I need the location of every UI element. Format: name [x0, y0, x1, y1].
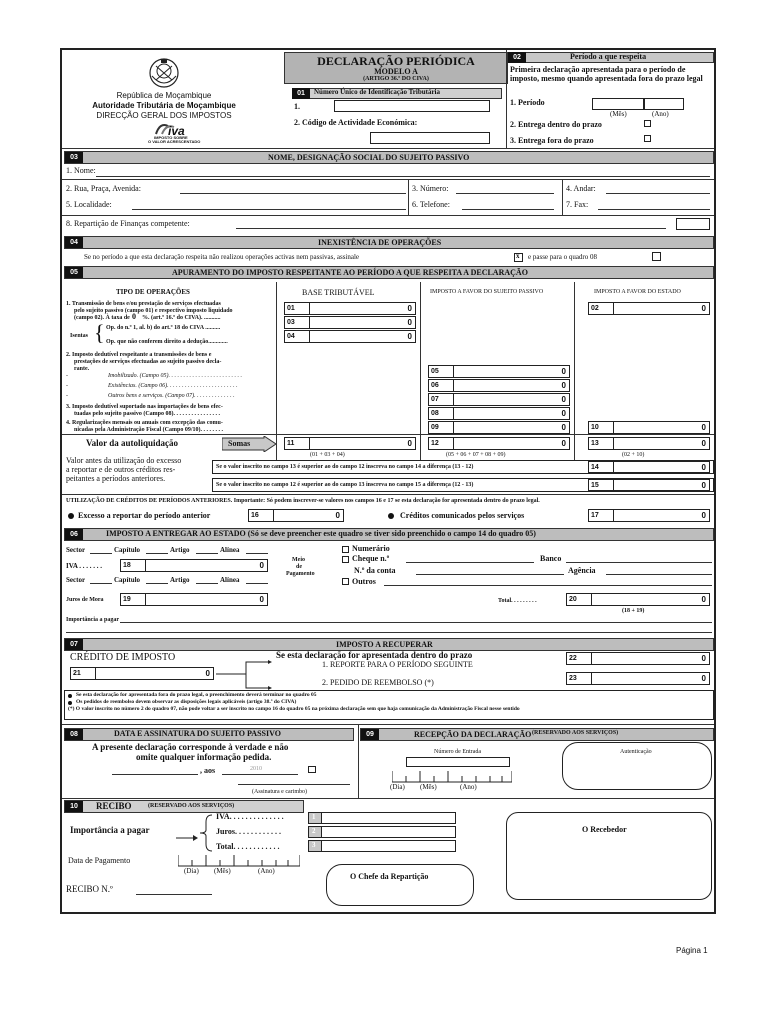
note-1: Se esta declaração for apresentada fora do prazo legal, o preenchimento deverá terminar no quadro 05 — [76, 692, 317, 698]
note-2: Os pedidos de reembolso devem observar as disposições legais aplicáveis (artigo 38.º do CIVA) — [76, 699, 297, 705]
autoliq-label: Valor da autoliquidação — [86, 438, 179, 448]
field-22[interactable]: 22 0 — [566, 652, 710, 665]
cheque-label: Cheque n.º — [352, 554, 390, 563]
on-time-checkbox[interactable] — [644, 120, 651, 127]
activity-code-input[interactable] — [370, 132, 490, 144]
late-checkbox[interactable] — [644, 135, 651, 142]
s10-number: 10 — [65, 801, 83, 812]
note-bullet-2 — [68, 701, 72, 705]
field-03[interactable]: 03 0 — [284, 316, 416, 329]
s02-ano: (Ano) — [652, 110, 669, 118]
s03-rua-label: 2. Rua, Praça, Avenida: — [66, 184, 141, 193]
op1-line-d: %. (art.º 16.º do CIVA). ........... — [142, 315, 221, 321]
field-07[interactable]: 07 0 — [428, 393, 570, 406]
s03-reparticao-label: 8. Repartição de Finanças competente: — [66, 219, 190, 228]
s09-dia: (Dia) — [390, 783, 405, 791]
op1-line-b: pelo sujeito passivo (campo 01) e respectivo imposto liquidado — [74, 308, 233, 314]
op4-line-a: 4. Regularizações mensais ou anuais com excepção das comu- — [66, 420, 223, 426]
rule-14-text: Se o valor inscrito no campo 13 é superior ao do campo 12 inscreva no campo 14 a diferença (13 - 12) — [216, 464, 474, 470]
sum-18-19: (18 + 19) — [622, 608, 645, 614]
field-16[interactable]: 16 0 — [248, 509, 344, 522]
iva-logo-sub1: IMPOSTO SOBRE — [154, 135, 188, 140]
date-comb-09[interactable] — [392, 770, 512, 782]
bullet-17 — [388, 513, 394, 519]
s04-number: 04 — [65, 237, 83, 248]
s10-title: RECIBO — [96, 801, 132, 811]
receipt-iva-num: 1 — [312, 813, 316, 821]
s09-number: 09 — [361, 729, 379, 740]
exist-label: Existências. (Campo 06). . . . . . . . . . . . . . . . . . . . . . . . — [108, 383, 238, 389]
other-payment-field[interactable] — [384, 585, 712, 586]
field-19[interactable]: 19 0 — [120, 593, 268, 606]
cheque-checkbox[interactable] — [342, 556, 349, 563]
s03-telefone-label: 6. Telefone: — [412, 200, 450, 209]
recibo-juros-label: Juros. . . . . . . . . . . . — [216, 827, 281, 836]
s09-ano: (Ano) — [460, 783, 477, 791]
name-field[interactable] — [96, 176, 710, 177]
rule-15-text: Se o valor inscrito no campo 12 é superior ao do campo 13 inscreva no campo 15 a diferença (12 - 13) — [216, 482, 474, 488]
s02-fora: 3. Entrega fora do prazo — [510, 136, 594, 145]
s02-intro: Primeira declaração apresentada para o período de imposto, mesmo quando apresentada fora do prazo legal — [510, 65, 703, 83]
iva-logo-text: iva — [168, 124, 185, 136]
field-10[interactable]: 10 0 — [588, 421, 710, 434]
numerario-label: Numerário — [352, 544, 390, 553]
form-model: MODELO A — [374, 67, 418, 76]
col-base-header: BASE TRIBUTÁVEL — [302, 288, 375, 297]
receipt-number-field[interactable] — [136, 894, 212, 895]
receipt-juros-num: 2 — [312, 827, 316, 835]
s07-number: 07 — [65, 639, 83, 650]
s03-localidade-label: 5. Localidade: — [66, 200, 112, 209]
s06-artigo-2: Artigo — [170, 576, 190, 584]
s08-title: DATA E ASSINATURA DO SUJEITO PASSIVO — [114, 729, 281, 738]
field-01[interactable]: 01 0 — [284, 302, 416, 315]
s06-sector-1: Sector — [66, 546, 86, 554]
s06-number: 06 — [65, 529, 83, 540]
s10-dia: (Dia) — [184, 867, 199, 875]
s06-title: IMPOSTO A ENTREGAR AO ESTADO (Só se deve preencher este quadro se tiver sido preenchido o campo 14 do quadro 05) — [106, 529, 536, 538]
s10-reserved: (RESERVADO AOS SERVIÇOS) — [148, 803, 235, 809]
reembolso-label: 2. PEDIDO DE REEMBOLSO (*) — [322, 678, 434, 687]
recibo-numero-label: RECIBO N.º — [66, 884, 113, 894]
op1-rate: 0 — [132, 312, 136, 321]
receipt-juros-input[interactable] — [308, 826, 456, 838]
op2-line-a: 2. Imposto dedutível respeitante a transmissões de bens e — [66, 352, 212, 358]
recebedor-label: O Recebedor — [582, 825, 627, 834]
note-bullet-1 — [68, 694, 72, 698]
op-b-label: Op. que não conferem direito a dedução............. — [106, 339, 228, 345]
prazo-label: Se esta declaração for apresentada dentro do prazo — [276, 650, 473, 660]
period-year-input[interactable] — [644, 98, 684, 110]
reporte-label: 1. REPORTE PARA O PERÍODO SEGUINTE — [322, 660, 473, 669]
tax-office-field[interactable] — [236, 228, 666, 229]
somas-label: Somas — [228, 439, 251, 448]
s03-nome-label: 1. Nome: — [66, 166, 96, 175]
year-value: 2010 — [250, 766, 262, 772]
s04-text2: e passe para o quadro 08 — [528, 253, 598, 261]
agencia-label: Agência — [568, 566, 596, 575]
fax-field[interactable] — [598, 209, 710, 210]
receipt-iva-input[interactable] — [308, 812, 456, 824]
op3-line-b: tuadas pelo sujeito passivo (Campo 08). . . . . . . . . . . . . . . . — [74, 411, 221, 417]
country-name: República de Moçambique — [116, 91, 212, 100]
field-06[interactable]: 06 0 — [428, 379, 570, 392]
s06-artigo-1: Artigo — [170, 546, 190, 554]
field-05[interactable]: 05 0 — [428, 365, 570, 378]
signature-field[interactable] — [238, 784, 350, 785]
date-field[interactable] — [222, 774, 298, 775]
tax-office-code-input[interactable] — [676, 218, 710, 230]
field-18[interactable]: 18 0 — [120, 559, 268, 572]
isentas-label: Isentas — [70, 333, 89, 339]
receipt-total-input[interactable] — [308, 840, 456, 852]
chefe-label: O Chefe da Repartição — [350, 872, 429, 881]
s10-mes: (Mês) — [214, 867, 231, 875]
s06-alinea-1: Alínea — [220, 546, 240, 554]
s02-dentro: 2. Entrega dentro do prazo — [510, 120, 602, 129]
excesso-reportar-label: Excesso a reportar do período anterior — [78, 511, 211, 520]
entrada-label: Número de Entrada — [434, 749, 481, 755]
s04-text: Se no período a que esta declaração respeita não realizou operações activas nem passivas, assinale — [84, 253, 360, 261]
s01-item2: 2. Código de Actividade Económica: — [294, 118, 418, 127]
meio-line-3: Pagamento — [286, 571, 315, 577]
outros-label: Outros bens e serviços. (Campo 07). . . . . . . . . . . . . . — [108, 393, 235, 399]
s06-sector-2: Sector — [66, 576, 86, 584]
s06-iva-label: IVA . . . . . . . — [66, 562, 103, 570]
s06-capitulo-1: Capítulo — [114, 546, 141, 554]
s09-mes: (Mês) — [420, 783, 437, 791]
s02-number: 02 — [508, 52, 526, 63]
s02-periodo: 1. Período — [510, 98, 545, 107]
s03-number: 03 — [65, 152, 83, 163]
s08-text-1: A presente declaração corresponde à verdade e não — [92, 742, 289, 752]
aos-label: , aos — [200, 766, 216, 775]
s01-item1: 1. — [294, 102, 300, 111]
conta-label: N.º da conta — [354, 566, 396, 575]
entry-number-input[interactable] — [406, 757, 510, 767]
excesso-line-3: peitantes a períodos anteriores. — [66, 474, 166, 483]
cash-checkbox[interactable] — [342, 546, 349, 553]
op2-line-c: rante. — [74, 366, 90, 372]
branch-arrows — [216, 660, 272, 692]
op3-line-a: 3. Imposto dedutível suportado nas importações de bens efec- — [66, 404, 223, 410]
amount-words-field[interactable] — [120, 622, 712, 623]
form-title: DECLARAÇÃO PERIÓDICA — [317, 54, 475, 68]
excesso-line-2: a reportar e de outros créditos res- — [66, 465, 176, 474]
s03-fax-label: 7. Fax: — [566, 200, 589, 209]
field-04[interactable]: 04 0 — [284, 330, 416, 343]
s10-ano: (Ano) — [258, 867, 275, 875]
field-12[interactable]: 12 0 — [428, 437, 570, 450]
form-article: (ARTIGO 36.º DO CIVA) — [363, 76, 429, 82]
s01-number: 01 — [292, 88, 310, 99]
credito-imposto-label: CRÉDITO DE IMPOSTO — [70, 652, 176, 663]
op2-line-b: prestações de serviços efectuadas ao sujeito passivo decla- — [74, 359, 222, 365]
total-label: Total. . . . . . . . . — [498, 598, 537, 604]
s05-title: APURAMENTO DO IMPOSTO RESPEITANTE AO PERÍODO A QUE RESPEITA A DECLARAÇÃO — [172, 268, 528, 277]
excesso-line-1: Valor antes da utilização do excesso — [66, 456, 182, 465]
street-field[interactable] — [180, 193, 406, 194]
s03-title: NOME, DESIGNAÇÃO SOCIAL DO SUJEITO PASSIVO — [268, 153, 470, 162]
field-15[interactable]: 15 0 — [588, 479, 710, 491]
tax-declaration-form: República de Moçambique Autoridade Tributária de Moçambique DIRECÇÃO GERAL DOS IMPOSTOS iva IMPOSTO SOBRE O VALOR ACRESCENTADO DECLARAÇÃO PERIÓDICA MODELO A (ARTIGO 36.º DO CIVA) 01 Número Único de Identificação Tributária 1. 2. Código de Actividade Económica: 02 Período a que respeita Primeira declaração apresentada para o período de imposto, mesmo quando apresentada fora do prazo legal 1. Período (Mês) (Ano) 2. Entrega dentro do prazo 3. Entrega fora do prazo 03 NOME, DESIGNAÇÃO SOCIAL DO SUJEITO PASSIVO 1. Nome: 2. Rua, Praça, Avenida: 3. Número: 4. Andar: 5. Localidade: 6. Telefone: 7. Fax: 8. Repartição de Finanças competente: 04 INEXISTÊNCIA DE OPERAÇÕES Se no período a que esta declaração respeita não realizou operações activas nem passivas, assinale x e passe para o quadro 08 05 APURAMENTO DO IMPOSTO RESPEITANTE AO PERÍODO A QUE RESPEITA A DECLARAÇÃO TIPO DE OPERAÇÕES BASE TRIBUTÁVEL IMPOSTO A FAVOR DO SUJEITO PASSIVO IMPOSTO A FAVOR DO ESTADO 1. Transmissão de bens e/ou prestação de serviços efectuadas pelo sujeito passivo (campo 01) e respectivo imposto liquidado (campo 02). À taxa de 0 %. (art.º 16.º do CIVA). ........... Isentas { Op. do n.º 1, al. b) do art.º 18 do CIVA .......... Op. que não conferem direito a dedução............. 2. Imposto dedutível respeitante a transmissões de bens e prestações de serviços efectuadas ao sujeito passivo decla- rante. - Imobilizado. (Campo 05). . . . . . . . . . . . . . . . . . . . . . . . . - Existências. (Campo 06). . . . . . . . . . . . . . . . . . . . . . . . - Outros bens e serviços. (Campo 07). . . . . . . . . . . . . . 3. Imposto dedutível suportado nas importações de bens efec- tuadas pelo sujeito passivo (Campo 08). . . . . . . . . . . . . . . . 4. Regularizações mensais ou anuais com excepção das comu- nicadas pela Administração Fiscal (Campo 09/10). . . . . . . . 01 0 03 0 04 0 02 0 05 0 06 0 07 0 08 0 09 0 10 0 Valor da autoliquidação Somas 11 0 12 0 13 0 (01 + 03 + 04) (05 + 06 + 07 + 08 + 09) (02 + 10) Valor antes da utilização do excesso a reportar e de outros créditos res- peitantes a períodos anteriores. Se o valor inscrito no campo 13 é superior ao do campo 12 inscreva no campo 14 a diferença (13 - 12) 14 0 Se o valor inscrito no campo 12 é superior ao do campo 13 inscreva no campo 15 a diferença (12 - 13) 15 0 UTILIZAÇÃO DE CRÉDITOS DE PERÍODOS ANTERIORES. Importante: Só podem inscrever-se valores nos campos 16 e 17 se esta declaração for apresentada dentro do prazo legal. Excesso a reportar do período anterior 16 0 Créditos comunicados pelos serviços 17 0 06 IMPOSTO A ENTREGAR AO ESTADO (Só se deve preencher este quadro se tiver sido preenchido o campo 14 do quadro 05) Sector Capítulo Artigo Alínea IVA . . . . . . . 18 0 Sector Capítulo Artigo Alínea Juros de Mora 19 0 Meio de Pagamento Numerário Cheque n.º Banco N.º da conta Agência Outros Total. . . . . . . . . 20 0 (18 + 19) Importância a pagar 07 IMPOSTO A RECUPERAR CRÉDITO DE IMPOSTO 21 0 Se esta declaração for apresentada dentro do prazo 1. REPORTE PARA O PERÍODO SEGUINTE 22 0 2. PEDIDO DE REEMBOLSO (*) 23 0 Se esta declaração for apresentada fora do prazo legal, o preenchimento deverá terminar no quadro 05 Os pedidos de reembolso devem observar as disposições legais aplicáveis (artigo 38.º do CIVA) (*) O valor inscrito no número 2 do quadro 07, não pode voltar a ser inscrito no campo 16 do quadro 05 na próxima declaração sem que haja comunicação da Administração Fiscal nesse sentido 08 DATA E ASSINATURA DO SUJEITO PASSIVO A presente declaração corresponde à verdade e não omite qualquer informação pedida. , aos 2010 (Assinatura e carimbo) 09 RECEPÇÃO DA DECLARAÇÃO (RESERVADO AOS SERVIÇOS) Número de Entrada (Dia) (Mês) (Ano) Autenticação 10 RECIBO (RESERVADO AOS SERVIÇOS) Importância a pagar IVA. . . . . . . . . . . . . . Juros. . . . . . . . . . . . Total. . . . . . . . . . . . 1 2 3 O Recebedor Data de Pagamento (Dia) (Mês) (Ano) O Chefe da Repartição RECIBO N.º — [60, 48, 716, 914]
sum-05-09: (05 + 06 + 07 + 08 + 09) — [446, 452, 506, 458]
col-ops-header: TIPO DE OPERAÇÕES — [116, 288, 190, 296]
outros-pag-label: Outros — [352, 577, 376, 586]
note-3: (*) O valor inscrito no número 2 do quadro 07, não pode voltar a ser inscrito no campo 16 do quadro 05 na próxima declaração sem que haja comunicação da Administração Fiscal nesse sentido — [68, 706, 520, 712]
field-20[interactable]: 20 0 — [566, 593, 710, 606]
recibo-iva-label: IVA. . . . . . . . . . . . . . — [216, 812, 284, 821]
imob-label: Imobilizado. (Campo 05). . . . . . . . . . . . . . . . . . . . . . . . . — [108, 373, 242, 379]
op1-line-c: (campo 02). À taxa de — [74, 315, 130, 321]
direction-name: DIRECÇÃO GERAL DOS IMPOSTOS — [96, 111, 232, 120]
s03-andar-label: 4. Andar: — [566, 184, 596, 193]
col-est-header: IMPOSTO A FAVOR DO ESTADO — [594, 289, 681, 295]
locality-field[interactable] — [132, 209, 406, 210]
s06-alinea-2: Alínea — [220, 576, 240, 584]
meio-line-2: de — [296, 564, 302, 570]
op-a-label: Op. do n.º 1, al. b) do art.º 18 do CIVA .......... — [106, 325, 221, 331]
recibo-brace — [198, 814, 214, 852]
iva-logo-sub2: O VALOR ACRESCENTADO — [148, 139, 201, 144]
bank-field[interactable] — [566, 562, 712, 563]
receipt-total-num: 3 — [312, 841, 316, 849]
place-field[interactable] — [112, 774, 198, 775]
autenticacao-label: Autenticação — [620, 749, 652, 755]
bullet-16 — [68, 513, 74, 519]
no-operations-checkbox-2[interactable] — [652, 252, 661, 261]
creditos-label: Créditos comunicados pelos serviços — [400, 511, 525, 520]
coat-of-arms-emblem — [146, 56, 182, 90]
authority-name: Autoridade Tributária de Moçambique — [92, 101, 236, 110]
s07-title: IMPOSTO A RECUPERAR — [336, 640, 433, 649]
s06-juros-label: Juros de Mora — [66, 597, 104, 603]
importancia-arrow — [176, 828, 198, 834]
s03-numero-label: 3. Número: — [412, 184, 449, 193]
chefe-box — [326, 864, 474, 906]
field-11[interactable]: 11 0 — [284, 437, 416, 450]
field-23[interactable]: 23 0 — [566, 672, 710, 685]
s01-title: Número Único de Identificação Tributária — [314, 88, 440, 96]
s10-importancia-label: Importância a pagar — [70, 825, 150, 835]
date-comb-10[interactable] — [178, 854, 300, 866]
s09-title: RECEPÇÃO DA DECLARAÇÃO — [414, 730, 532, 739]
s06-capitulo-2: Capítulo — [114, 576, 141, 584]
number-field[interactable] — [456, 193, 554, 194]
s02-mes: (Mês) — [610, 110, 627, 118]
other-payment-checkbox[interactable] — [342, 578, 349, 585]
field-02[interactable]: 02 0 — [588, 302, 710, 315]
meio-line-1: Meio — [292, 557, 305, 563]
banco-label: Banco — [540, 554, 562, 563]
page-number: Página 1 — [676, 946, 708, 955]
s09-reserved: (RESERVADO AOS SERVIÇOS) — [532, 730, 619, 736]
period-month-input[interactable] — [592, 98, 644, 110]
field-21[interactable]: 21 0 — [70, 667, 214, 680]
s04-mark: x — [516, 252, 520, 260]
floor-field[interactable] — [606, 193, 710, 194]
field-14[interactable]: 14 0 — [588, 461, 710, 473]
col-sp-header: IMPOSTO A FAVOR DO SUJEITO PASSIVO — [430, 289, 544, 295]
agency-field[interactable] — [606, 574, 712, 575]
util-creditos-text: UTILIZAÇÃO DE CRÉDITOS DE PERÍODOS ANTERIORES. Importante: Só podem inscrever-se valores nos campos 16 e 17 se esta declaração for apresentada dentro do prazo legal. — [66, 498, 540, 504]
importancia-pagar-label: Importância a pagar — [66, 617, 119, 623]
sum-01-03-04: (01 + 03 + 04) — [310, 452, 345, 458]
s02-title: Período a que respeita — [570, 52, 647, 61]
field-09[interactable]: 09 0 — [428, 421, 570, 434]
field-08[interactable]: 08 0 — [428, 407, 570, 420]
sum-02-10: (02 + 10) — [622, 452, 645, 458]
phone-field[interactable] — [462, 209, 554, 210]
op4-line-b: nicadas pela Administração Fiscal (Campo 09/10). . . . . . . . — [74, 427, 224, 433]
data-pagamento-label: Data de Pagamento — [68, 856, 131, 865]
s08-text-2: omite qualquer informação pedida. — [136, 752, 272, 762]
field-13[interactable]: 13 0 — [588, 437, 710, 450]
op1-line-a: 1. Transmissão de bens e/ou prestação de serviços efectuadas — [66, 301, 221, 307]
nuit-input[interactable] — [334, 100, 490, 112]
signature-caption: (Assinatura e carimbo) — [252, 789, 307, 795]
date-stamp-icon — [308, 766, 316, 773]
s08-number: 08 — [65, 729, 83, 740]
account-field[interactable] — [416, 574, 564, 575]
field-17[interactable]: 17 0 — [588, 509, 710, 522]
s04-title: INEXISTÊNCIA DE OPERAÇÕES — [318, 238, 442, 247]
s05-number: 05 — [65, 267, 83, 278]
recibo-total-label: Total. . . . . . . . . . . . — [216, 842, 280, 851]
cheque-number-field[interactable] — [406, 562, 534, 563]
